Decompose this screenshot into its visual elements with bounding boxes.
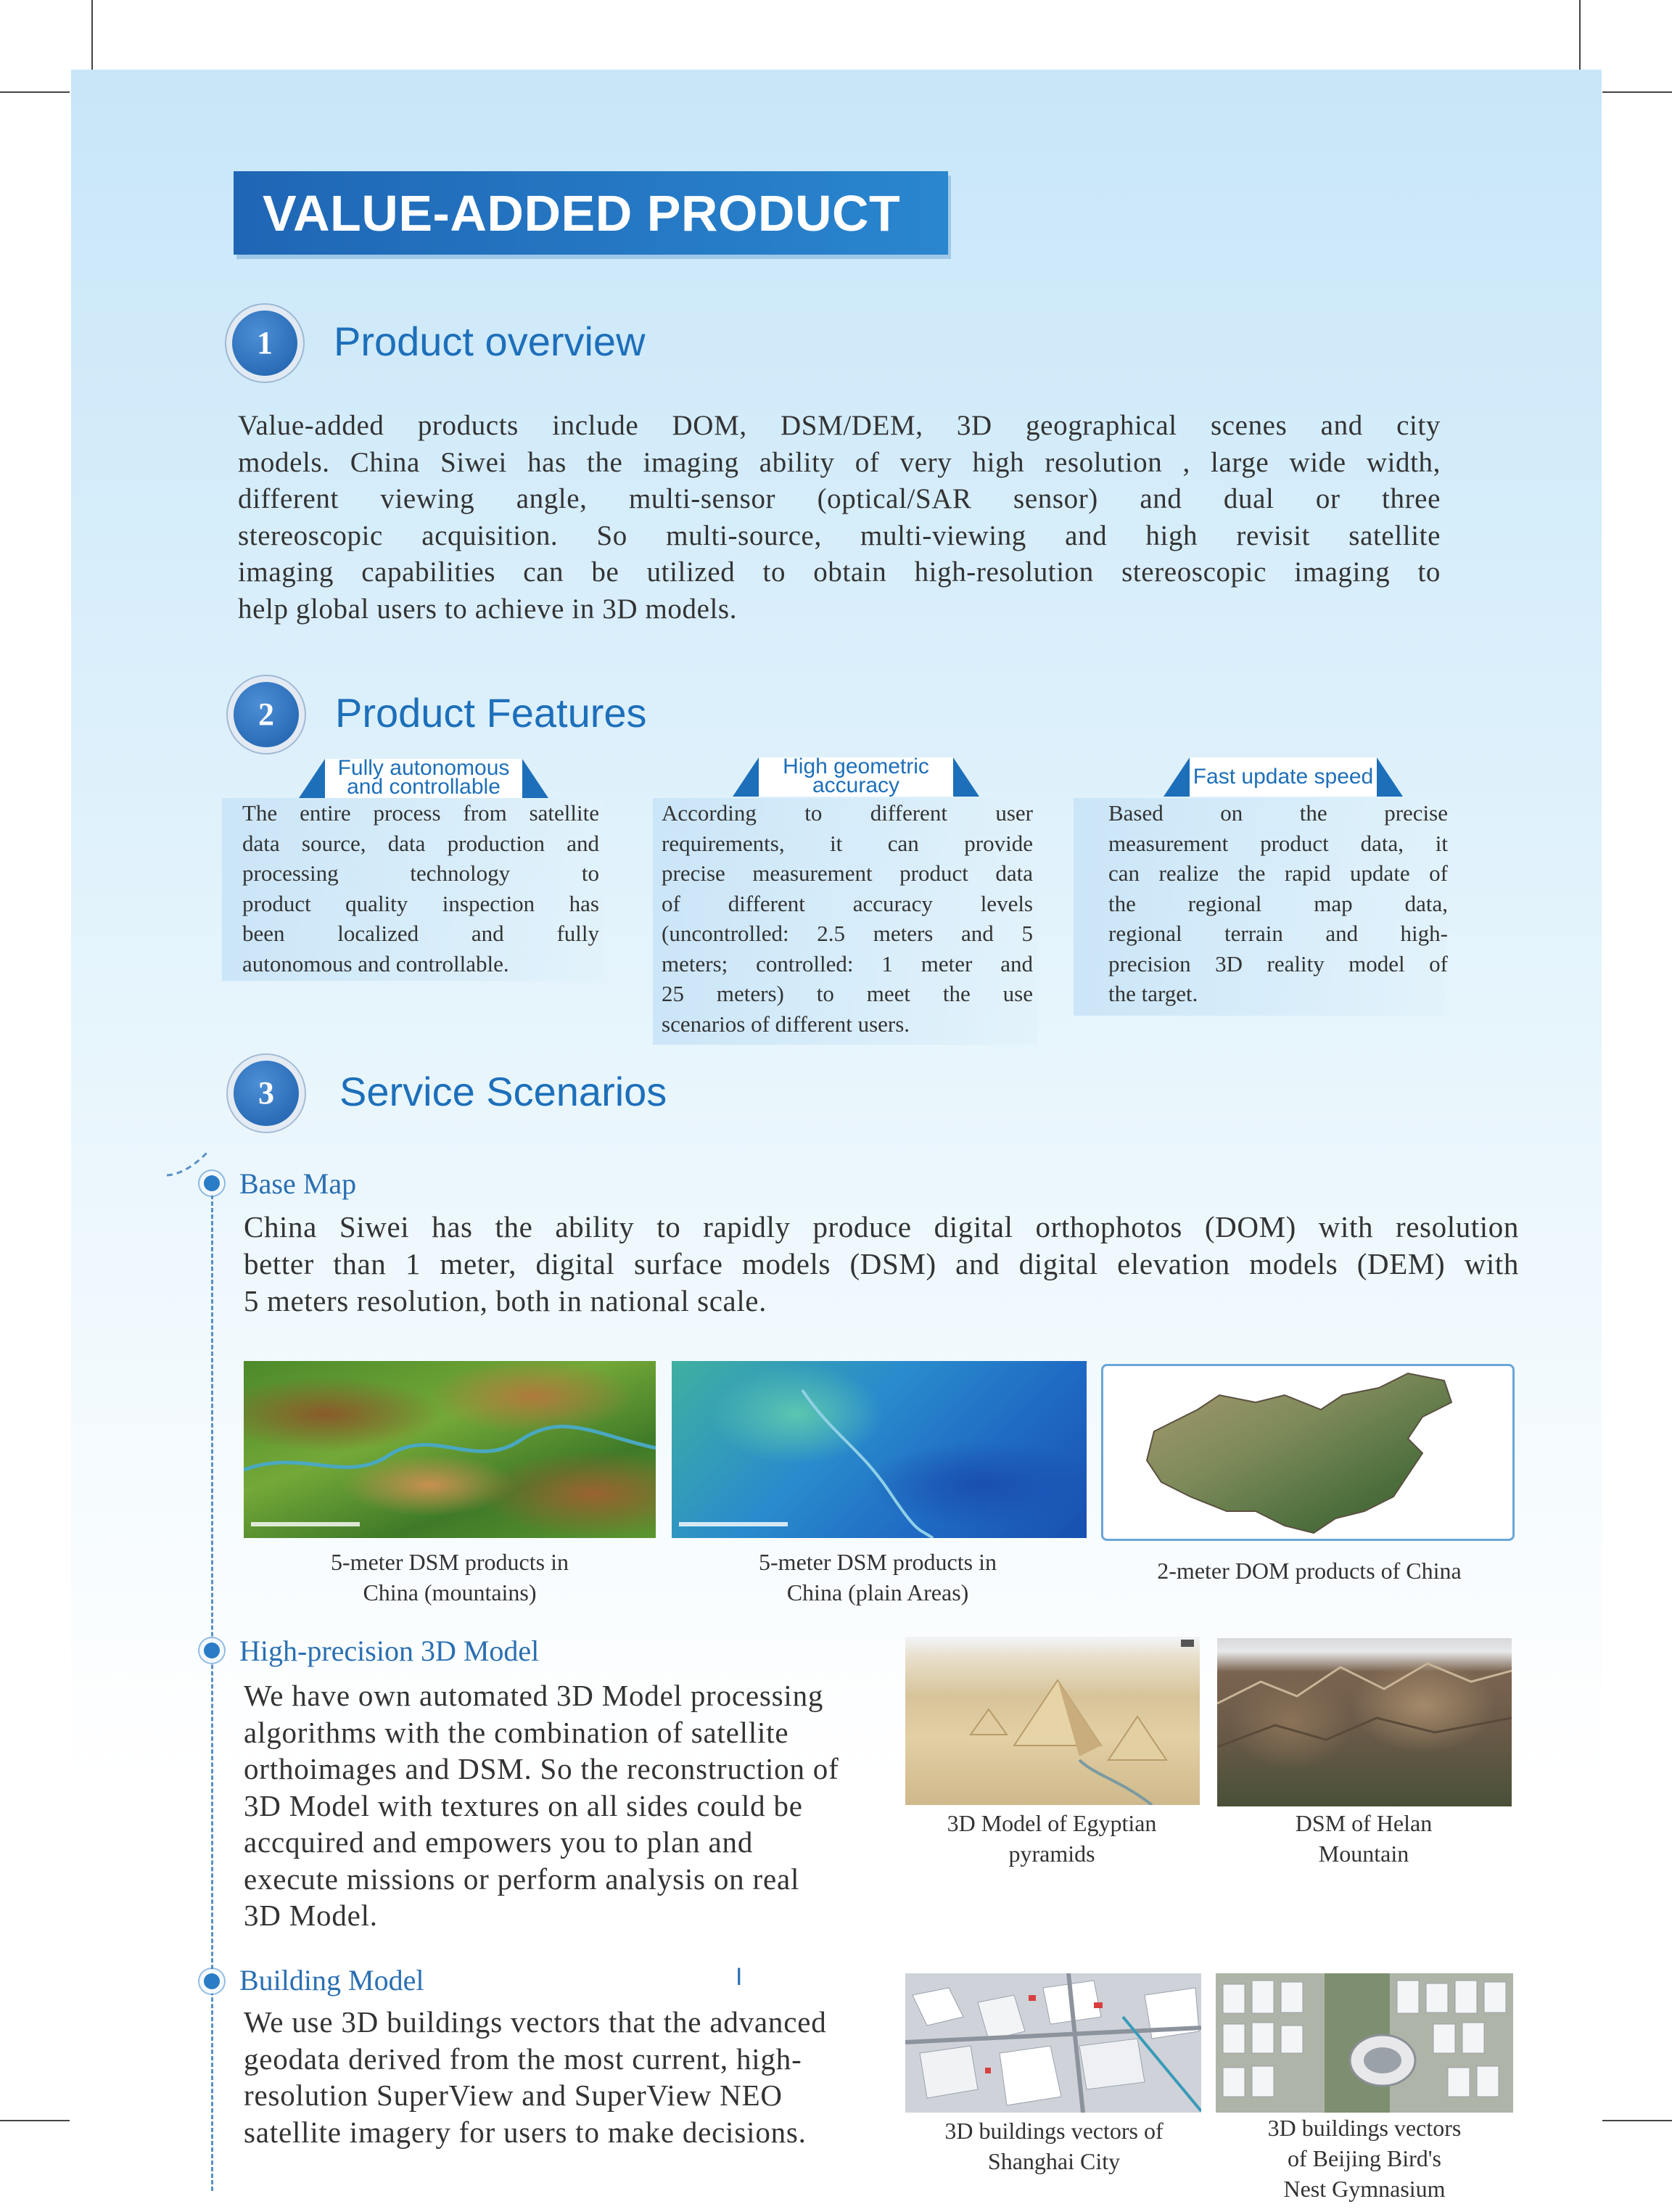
birds-nest-image bbox=[1216, 1973, 1513, 2113]
helan-mountain-image bbox=[1217, 1638, 1512, 1806]
section-title-overview: Product overview bbox=[334, 318, 646, 364]
feature-line: (uncontrolled: 2.5 meters and 5 bbox=[662, 921, 1033, 946]
overview-line: different viewing angle, multi-sensor (optical/SAR sensor) and dual or three bbox=[238, 483, 1441, 514]
caption-dsm-mountains bbox=[276, 1547, 624, 1608]
dsm-plain-image bbox=[672, 1361, 1087, 1538]
text-cursor-marker: I bbox=[736, 1963, 743, 1991]
caption-line: 3D buildings vectors of bbox=[944, 2118, 1164, 2144]
feature-tab-label bbox=[1190, 757, 1377, 797]
feature-line: the regional map data, bbox=[1108, 890, 1448, 916]
model-3d-line: 3D Model with textures on all sides could be bbox=[244, 1788, 803, 1822]
tab-corner bbox=[299, 759, 325, 798]
overview-line: imaging capabilities can be utilized to obtain high-resolution stereoscopic imaging to bbox=[238, 556, 1441, 588]
feature-tab-label-line: Fast update speed bbox=[1193, 765, 1374, 789]
dom-china-image bbox=[1101, 1364, 1515, 1541]
feature-line: the target. bbox=[1108, 981, 1198, 1006]
caption-line: pyramids bbox=[1008, 1841, 1095, 1867]
caption-line: 2-meter DOM products of China bbox=[1157, 1558, 1462, 1584]
overview-line: Value-added products include DOM, DSM/DEM, 3D geographical scenes and city bbox=[238, 410, 1441, 441]
caption-line: 3D Model of Egyptian bbox=[947, 1810, 1157, 1836]
overview-line: models. China Siwei has the imaging ability of very high resolution , large wide width, bbox=[238, 446, 1441, 478]
timeline-dot bbox=[204, 1175, 220, 1191]
base-map-line: China Siwei has the ability to rapidly produce digital orthophotos (DOM) with resolution bbox=[244, 1210, 1519, 1243]
feature-tab-accuracy bbox=[733, 757, 979, 797]
subtitle-building-model: Building Model bbox=[239, 1964, 424, 1997]
caption-line: Shanghai City bbox=[987, 2148, 1121, 2174]
feature-tab-label bbox=[325, 759, 522, 798]
caption-line: Mountain bbox=[1318, 1841, 1409, 1867]
crop-mark bbox=[0, 2120, 70, 2121]
city-blocks bbox=[1216, 1973, 1513, 2113]
feature-text-update-speed bbox=[1108, 798, 1448, 1009]
base-map-paragraph bbox=[244, 1209, 1519, 1320]
feature-tab-label-line: Fully autonomous bbox=[337, 759, 510, 780]
shanghai-buildings-image bbox=[905, 1973, 1201, 2113]
feature-tab-label-line: and controllable bbox=[347, 775, 501, 798]
model-3d-line: orthoimages and DSM. So the reconstruction of bbox=[244, 1752, 839, 1785]
overview-line: help global users to achieve in 3D models. bbox=[238, 593, 738, 625]
section-number-2: 2 bbox=[234, 682, 299, 747]
feature-tab-autonomous bbox=[299, 759, 548, 798]
city-blocks bbox=[905, 1973, 1201, 2113]
china-map-shape bbox=[1103, 1366, 1512, 1539]
building-line: We use 3D buildings vectors that the advanced bbox=[244, 2005, 827, 2039]
caption-line: 5-meter DSM products in bbox=[759, 1549, 997, 1575]
section-number-1: 1 bbox=[232, 311, 297, 376]
feature-text-autonomous bbox=[242, 798, 599, 979]
page-heading-text: VALUE-ADDED PRODUCT bbox=[263, 185, 901, 242]
feature-line: precision 3D reality model of bbox=[1108, 950, 1448, 977]
subtitle-3d-model: High-precision 3D Model bbox=[239, 1635, 540, 1667]
feature-line: can realize the rapid update of bbox=[1108, 860, 1448, 886]
feature-line: been localized and fully bbox=[242, 921, 599, 946]
caption-birds-nest bbox=[1216, 2113, 1513, 2204]
section-title-scenarios: Service Scenarios bbox=[339, 1069, 667, 1114]
feature-line: The entire process from satellite bbox=[242, 800, 599, 826]
caption-helan bbox=[1219, 1808, 1509, 1869]
model-3d-paragraph bbox=[244, 1677, 897, 1934]
ridge-lines bbox=[1217, 1638, 1512, 1806]
feature-line: Based on the precise bbox=[1108, 800, 1448, 826]
tab-corner bbox=[522, 759, 548, 798]
model-3d-line: We have own automated 3D Model processing bbox=[244, 1679, 824, 1712]
feature-line: of different accuracy levels bbox=[662, 890, 1033, 916]
subtitle-base-map: Base Map bbox=[239, 1167, 357, 1200]
caption-line: 5-meter DSM products in bbox=[331, 1549, 569, 1575]
tab-corner bbox=[1377, 757, 1403, 797]
tab-corner bbox=[1164, 757, 1190, 797]
crop-mark bbox=[91, 0, 93, 70]
feature-line: precise measurement product data bbox=[662, 860, 1033, 886]
caption-line: Nest Gymnasium bbox=[1283, 2176, 1446, 2202]
dsm-mountains-image bbox=[244, 1361, 656, 1538]
feature-line: requirements, it can provide bbox=[662, 830, 1033, 856]
model-3d-line: execute missions or perform analysis on real bbox=[244, 1862, 800, 1896]
tab-corner bbox=[953, 757, 979, 797]
pyramids-image bbox=[905, 1637, 1200, 1805]
feature-line: product quality inspection has bbox=[242, 890, 599, 916]
feature-line: meters; controlled: 1 meter and bbox=[662, 950, 1033, 977]
caption-dsm-plain bbox=[696, 1547, 1059, 1608]
page-heading bbox=[234, 171, 948, 255]
caption-pyramids bbox=[907, 1808, 1197, 1869]
feature-tab-update-speed bbox=[1164, 757, 1403, 797]
crop-mark bbox=[1602, 91, 1672, 93]
crop-mark bbox=[0, 91, 70, 93]
model-3d-line: algorithms with the combination of satellite bbox=[244, 1715, 789, 1749]
river-line bbox=[672, 1361, 1087, 1538]
feature-line: scenarios of different users. bbox=[662, 1011, 910, 1037]
model-3d-line: accquired and empowers you to plan and bbox=[244, 1825, 754, 1859]
pyramid-shapes bbox=[905, 1637, 1200, 1805]
building-line: resolution SuperView and SuperView NEO bbox=[244, 2079, 783, 2112]
timeline-dot bbox=[204, 1642, 220, 1658]
feature-tab-label bbox=[759, 757, 953, 797]
feature-line: measurement product data, it bbox=[1108, 830, 1448, 856]
feature-text-accuracy bbox=[662, 798, 1033, 1039]
caption-line: of Beijing Bird's bbox=[1288, 2145, 1441, 2171]
caption-line: DSM of Helan bbox=[1295, 1810, 1433, 1836]
section-number-3: 3 bbox=[234, 1061, 299, 1126]
timeline-dot bbox=[204, 1973, 220, 1989]
building-line: satellite imagery for users to make decisions. bbox=[244, 2115, 807, 2149]
caption-line: China (plain Areas) bbox=[786, 1579, 969, 1605]
caption-dom-china bbox=[1110, 1555, 1509, 1586]
model-3d-line: 3D Model. bbox=[244, 1899, 378, 1932]
crop-mark bbox=[1579, 0, 1581, 70]
feature-line: processing technology to bbox=[242, 860, 599, 886]
caption-line: 3D buildings vectors bbox=[1267, 2115, 1462, 2141]
building-line: geodata derived from the most current, high- bbox=[244, 2042, 802, 2076]
section-title-features: Product Features bbox=[335, 690, 647, 736]
feature-line: regional terrain and high- bbox=[1108, 921, 1448, 946]
river-line bbox=[244, 1361, 656, 1538]
timeline-line bbox=[211, 1175, 213, 2191]
building-paragraph bbox=[244, 2004, 897, 2150]
tab-corner bbox=[733, 757, 759, 797]
feature-tab-label-line: High geometric bbox=[783, 757, 929, 778]
overview-paragraph bbox=[238, 408, 1441, 628]
base-map-line: better than 1 meter, digital surface models (DSM) and digital elevation models (DEM) with bbox=[244, 1247, 1519, 1280]
crop-mark bbox=[1602, 2120, 1672, 2121]
feature-tab-label-line: accuracy bbox=[812, 773, 900, 797]
caption-line: China (mountains) bbox=[363, 1579, 537, 1605]
caption-shanghai bbox=[905, 2116, 1203, 2176]
feature-line: According to different user bbox=[662, 800, 1033, 826]
base-map-line: 5 meters resolution, both in national scale. bbox=[244, 1284, 767, 1317]
overview-line: stereoscopic acquisition. So multi-source, multi-viewing and high revisit satellite bbox=[238, 519, 1441, 551]
feature-line: autonomous and controllable. bbox=[242, 950, 509, 977]
feature-line: 25 meters) to meet the use bbox=[662, 981, 1033, 1006]
feature-line: data source, data production and bbox=[242, 830, 599, 856]
